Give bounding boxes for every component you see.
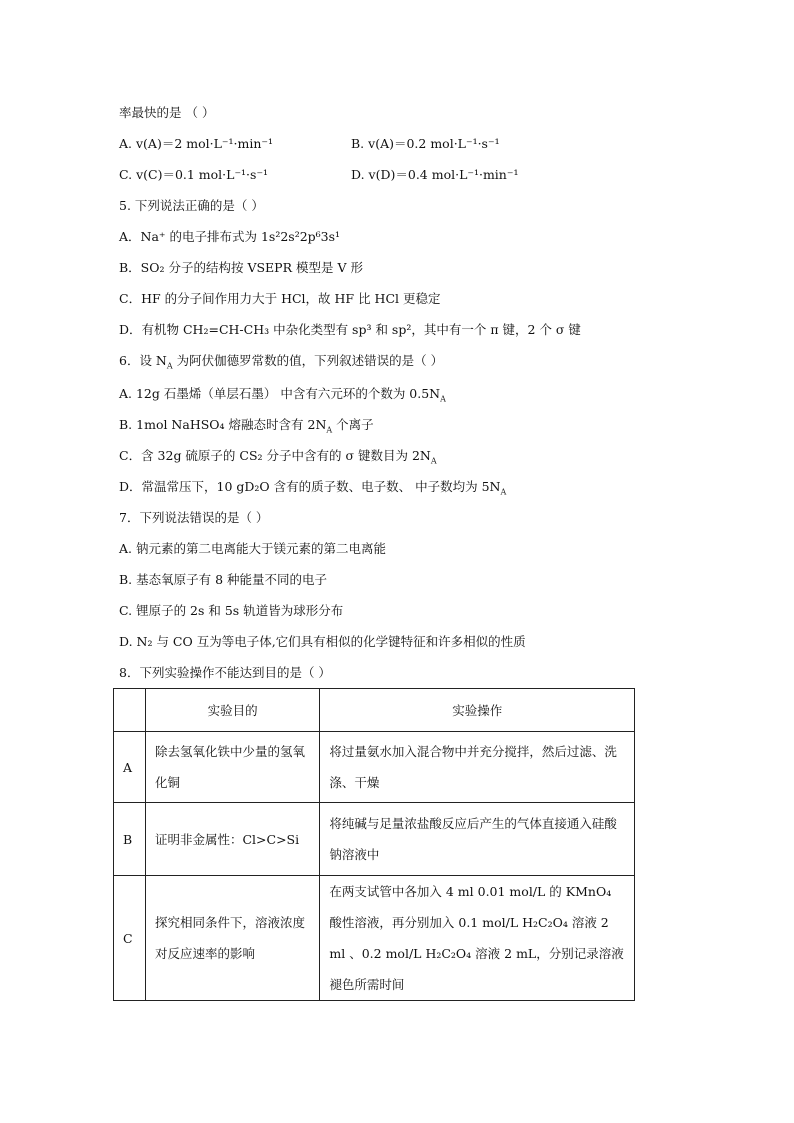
q4-option-b: B. v(A)＝0.2 mol·L⁻¹·s⁻¹ (351, 136, 500, 151)
row-label: C (114, 876, 146, 1001)
q5-option-d: D．有机物 CH₂=CH-CH₃ 中杂化类型有 sp³ 和 sp²，其中有一个 π 键，2 个 σ 键 (119, 322, 581, 337)
row-operation: 将过量氨水加入混合物中并充分搅拌，然后过滤、洗涤、干燥 (320, 732, 635, 803)
experiment-table (113, 688, 635, 1001)
q7-option-d: D. N₂ 与 CO 互为等电子体,它们具有相似的化学键特征和许多相似的性质 (119, 634, 526, 649)
q6-option-d: D．常温常压下，10 gD₂O 含有的质子数、电子数、 中子数均为 $5N_A$ (119, 479, 507, 497)
q7-option-c: C. 锂原子的 2s 和 5s 轨道皆为球形分布 (119, 603, 344, 618)
row-operation: 在两支试管中各加入 4 ml 0.01 mol/L 的 KMnO₄ 酸性溶液，再分别加入 0.1 mol/L H₂C₂O₄ 溶液 2 ml 、0.2 mol/L H₂C₂O₄ 溶液 2 mL，分别记录溶液褪色所需时间 (320, 876, 635, 1001)
q6-stem: 6．设 $N_A$ 为阿伏伽德罗常数的值，下列叙述错误的是（ ） (119, 353, 444, 371)
q6-option-c: C．含 32g 硫原子的 CS₂ 分子中含有的 σ 键数目为 $2N_A$ (119, 448, 437, 466)
q5-stem: 5. 下列说法正确的是（ ） (119, 198, 264, 213)
q6-option-b: B. 1mol NaHSO₄ 熔融态时含有 $2N_A$ 个离子 (119, 417, 374, 435)
table-header-cell (114, 689, 146, 732)
q4-option-a: A. v(A)＝2 mol·L⁻¹·min⁻¹ (119, 136, 273, 151)
table-row (114, 876, 635, 1001)
row-goal: 探究相同条件下，溶液浓度对反应速率的影响 (145, 876, 319, 1001)
q4-option-d: D. v(D)＝0.4 mol·L⁻¹·min⁻¹ (351, 167, 519, 182)
q4-option-c: C. v(C)＝0.1 mol·L⁻¹·s⁻¹ (119, 167, 269, 182)
table-row (114, 803, 635, 876)
q5-option-c: C．HF 的分子间作用力大于 HCl，故 HF 比 HCl 更稳定 (119, 291, 441, 306)
q5-option-a: A．Na⁺ 的电子排布式为 1s²2s²2p⁶3s¹ (119, 229, 341, 244)
row-goal: 证明非金属性：Cl>C>Si (145, 803, 319, 876)
q4-stem-tail: 率最快的是 （ ） (119, 105, 215, 120)
q5-option-b: B．SO₂ 分子的结构按 VSEPR 模型是 V 形 (119, 260, 363, 275)
q6-option-a: A. 12g 石墨烯（单层石墨） 中含有六元环的个数为 $0.5N_A$ (119, 386, 446, 404)
q7-option-b: B. 基态氧原子有 8 种能量不同的电子 (119, 572, 328, 587)
row-label: B (114, 803, 146, 876)
table-header-cell: 实验目的 (145, 689, 319, 732)
q8-stem: 8．下列实验操作不能达到目的是（ ） (119, 665, 331, 680)
q7-stem: 7．下列说法错误的是（ ） (119, 510, 269, 525)
table-header-row (114, 689, 635, 732)
table-row (114, 732, 635, 803)
row-operation: 将纯碱与足量浓盐酸反应后产生的气体直接通入硅酸钠溶液中 (320, 803, 635, 876)
row-goal: 除去氢氧化铁中少量的氢氧化铜 (145, 732, 319, 803)
q7-option-a: A. 钠元素的第二电离能大于镁元素的第二电离能 (119, 541, 386, 556)
row-label: A (114, 732, 146, 803)
table-header-cell: 实验操作 (320, 689, 635, 732)
